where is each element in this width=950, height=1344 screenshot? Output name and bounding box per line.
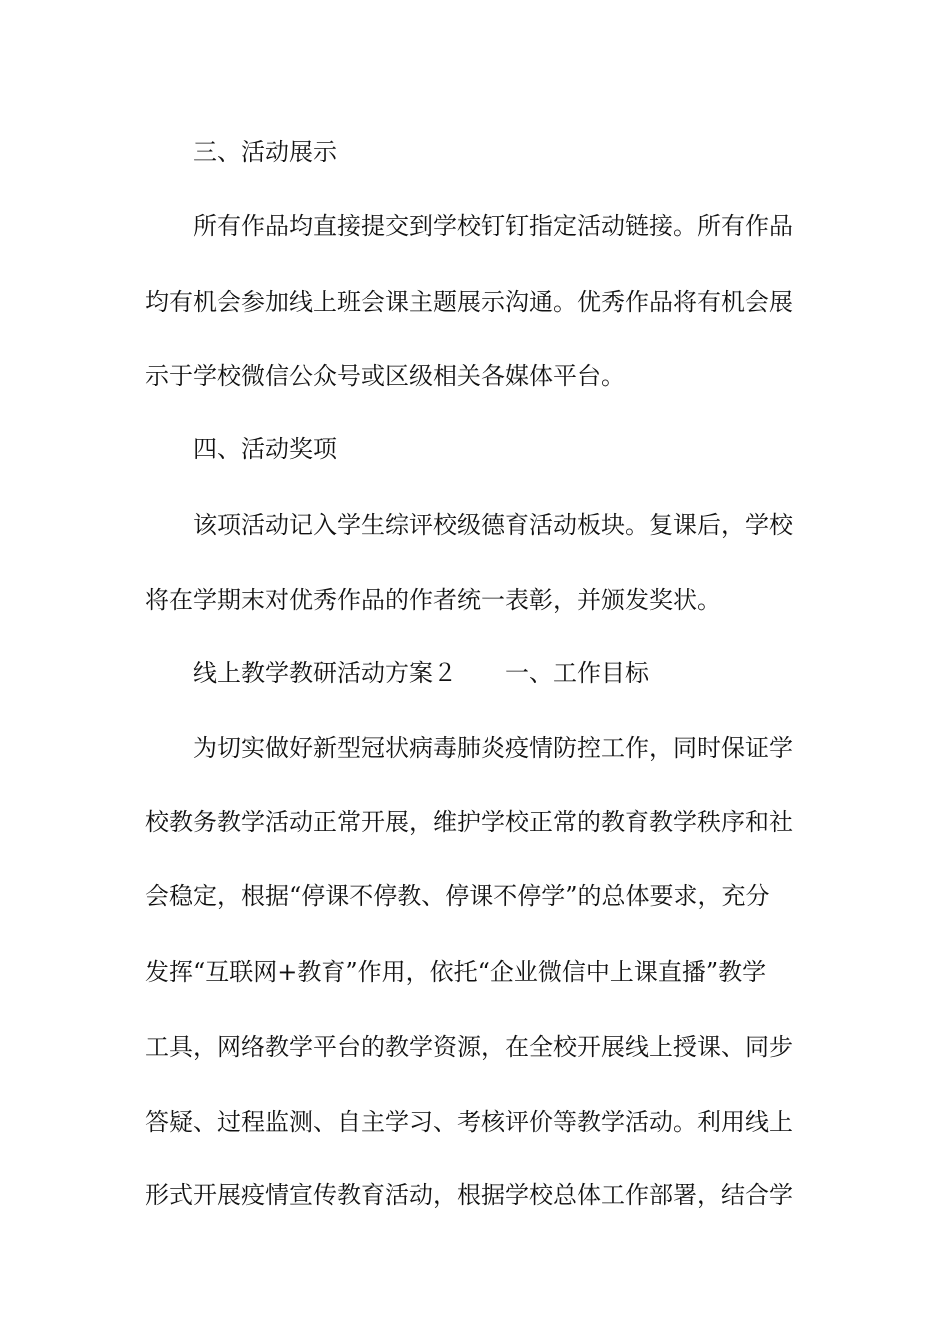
paragraph-line: 为切实做好新型冠状病毒肺炎疫情防控工作，同时保证学: [193, 734, 793, 762]
paragraph-line: 示于学校微信公众号或区级相关各媒体平台。: [145, 362, 625, 390]
paragraph-line: 将在学期末对优秀作品的作者统一表彰，并颁发奖状。: [145, 586, 721, 614]
section-heading-work-goals: 一、工作目标: [505, 659, 649, 687]
plan-title: 线上教学教研活动方案２: [193, 659, 457, 687]
paragraph-line: 所有作品均直接提交到学校钉钉指定活动链接。所有作品: [193, 212, 793, 240]
paragraph-line: 工具，网络教学平台的教学资源，在全校开展线上授课、同步: [145, 1033, 793, 1061]
paragraph-line: 均有机会参加线上班会课主题展示沟通。优秀作品将有机会展: [145, 288, 793, 316]
paragraph-line: 会稳定，根据“停课不停教、停课不停学”的总体要求，充分: [145, 882, 770, 910]
paragraph-line: 答疑、过程监测、自主学习、考核评价等教学活动。利用线上: [145, 1108, 793, 1136]
section-heading-activity-display: 三、活动展示: [193, 138, 337, 166]
paragraph-line: 发挥“互联网+教育”作用，依托“企业微信中上课直播”教学: [145, 958, 767, 986]
section-heading-activity-awards: 四、活动奖项: [193, 435, 337, 463]
paragraph-line: 该项活动记入学生综评校级德育活动板块。复课后，学校: [193, 511, 793, 539]
plan-title-line: [193, 658, 810, 688]
paragraph-line: 校教务教学活动正常开展，维护学校正常的教育教学秩序和社: [145, 808, 793, 836]
paragraph-line: 形式开展疫情宣传教育活动，根据学校总体工作部署，结合学: [145, 1181, 793, 1209]
